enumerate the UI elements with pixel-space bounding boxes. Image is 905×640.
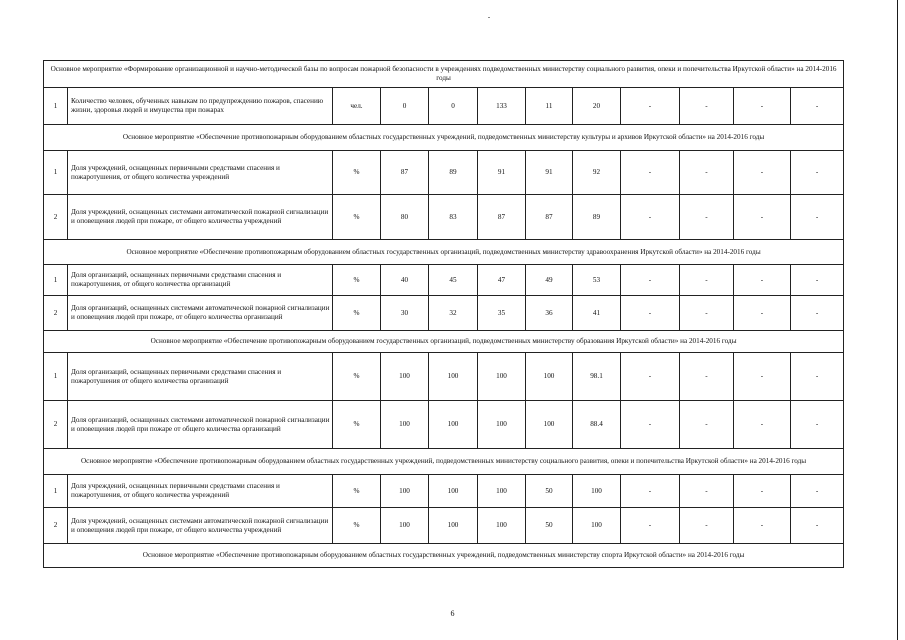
value-cell: 100 [573,475,621,508]
value-cell: 100 [429,401,478,449]
value-cell: 87 [526,195,573,240]
section-title: Основное мероприятие «Обеспечение противопожарным оборудованием областных государственных учреждений, подведомственных министерству спорта Иркутской области» на 2014-2016 годы [44,544,844,568]
unit-cell: % [333,151,381,195]
value-cell: 100 [478,508,526,544]
row-number: 1 [44,475,68,508]
indicator-name: Доля организаций, оснащенных системами автоматической пожарной сигнализации и оповещения людей при пожаре, от общего количества организаций [68,296,333,331]
indicator-row [44,296,844,331]
value-cell: 50 [526,508,573,544]
value-cell: 35 [478,296,526,331]
value-cell: - [734,265,791,296]
value-cell: 49 [526,265,573,296]
value-cell: 41 [573,296,621,331]
value-cell: 100 [429,475,478,508]
row-number: 2 [44,401,68,449]
value-cell: 100 [573,508,621,544]
indicator-row [44,151,844,195]
scan-speck [488,17,490,18]
indicator-name: Доля учреждений, оснащенных системами автоматической пожарной сигнализации и оповещения людей при пожаре, от общего количества учреждений [68,508,333,544]
value-cell: - [734,401,791,449]
indicator-row [44,88,844,125]
indicator-row [44,401,844,449]
value-cell: - [734,296,791,331]
value-cell: - [734,475,791,508]
row-number: 1 [44,88,68,125]
section-title: Основное мероприятие «Обеспечение противопожарным оборудованием областных государственных учреждений, подведомственных министерству социального развития, опеки и попечительства Иркутской области» на 2014-2016 годы [44,449,844,475]
value-cell: - [734,195,791,240]
value-cell: - [621,88,680,125]
value-cell: - [791,88,844,125]
value-cell: - [734,508,791,544]
value-cell: 100 [381,475,429,508]
unit-cell: % [333,508,381,544]
row-number: 2 [44,195,68,240]
value-cell: - [680,195,734,240]
value-cell: 30 [381,296,429,331]
value-cell: 88.4 [573,401,621,449]
value-cell: 45 [429,265,478,296]
value-cell: 89 [429,151,478,195]
value-cell: 32 [429,296,478,331]
value-cell: - [621,296,680,331]
value-cell: - [621,475,680,508]
indicator-row [44,353,844,401]
value-cell: 100 [429,353,478,401]
value-cell: - [621,401,680,449]
unit-cell: % [333,401,381,449]
value-cell: 0 [381,88,429,125]
value-cell: 47 [478,265,526,296]
value-cell: 80 [381,195,429,240]
row-number: 1 [44,353,68,401]
value-cell: 92 [573,151,621,195]
value-cell: 87 [381,151,429,195]
unit-cell: чел. [333,88,381,125]
value-cell: 100 [478,353,526,401]
value-cell: 53 [573,265,621,296]
value-cell: - [621,353,680,401]
section-title: Основное мероприятие «Формирование организационной и научно-методической базы по вопросам пожарной безопасности в учреждениях подведомственных министерству социального развития, опеки и попечительства Иркутской области» на 2014-2016 годы [44,61,844,88]
value-cell: - [791,265,844,296]
row-number: 2 [44,296,68,331]
section-title: Основное мероприятие «Обеспечение противопожарным оборудованием государственных организаций, подведомственных министерству образования Иркутской области» на 2014-2016 годы [44,331,844,353]
value-cell: - [791,296,844,331]
value-cell: - [621,195,680,240]
value-cell: 100 [526,353,573,401]
value-cell: 91 [478,151,526,195]
value-cell: 100 [478,401,526,449]
section-title: Основное мероприятие «Обеспечение противопожарным оборудованием областных государственных учреждений, подведомственных министерству культуры и архивов Иркутской области» на 2014-2016 годы [44,125,844,151]
unit-cell: % [333,195,381,240]
section-header-row [44,331,844,353]
unit-cell: % [333,353,381,401]
value-cell: - [791,508,844,544]
section-header-row [44,544,844,568]
page-number: 6 [450,609,455,618]
indicator-name: Количество человек, обученных навыкам по предупреждению пожаров, спасению жизни, здоровья людей и имущества при пожарах [68,88,333,125]
section-title: Основное мероприятие «Обеспечение противопожарным оборудованием областных государственных организаций, подведомственных министерству здравоохранения Иркутской области» на 2014-2016 годы [44,240,844,265]
unit-cell: % [333,296,381,331]
value-cell: 40 [381,265,429,296]
row-number: 1 [44,151,68,195]
value-cell: 100 [478,475,526,508]
value-cell: - [680,151,734,195]
value-cell: 100 [429,508,478,544]
value-cell: 50 [526,475,573,508]
section-header-row [44,125,844,151]
value-cell: - [734,151,791,195]
indicator-name: Доля организаций, оснащенных первичными средствами спасения и пожаротушения от общего количества организаций [68,353,333,401]
indicator-row [44,508,844,544]
table-body [44,61,844,568]
value-cell: - [680,475,734,508]
value-cell: 100 [526,401,573,449]
value-cell: 89 [573,195,621,240]
value-cell: - [791,475,844,508]
value-cell: 100 [381,401,429,449]
value-cell: 98.1 [573,353,621,401]
value-cell: - [791,353,844,401]
value-cell: - [680,508,734,544]
value-cell: 36 [526,296,573,331]
value-cell: - [680,88,734,125]
value-cell: - [734,353,791,401]
value-cell: 91 [526,151,573,195]
value-cell: 100 [381,508,429,544]
value-cell: 11 [526,88,573,125]
indicator-row [44,265,844,296]
row-number: 2 [44,508,68,544]
value-cell: - [621,151,680,195]
value-cell: - [734,88,791,125]
value-cell: - [791,401,844,449]
indicator-row [44,475,844,508]
value-cell: 100 [381,353,429,401]
unit-cell: % [333,265,381,296]
value-cell: 83 [429,195,478,240]
value-cell: - [680,265,734,296]
indicator-name: Доля учреждений, оснащенных системами автоматической пожарной сигнализации и оповещения людей при пожаре, от общего количества учреждений [68,195,333,240]
indicator-name: Доля учреждений, оснащенных первичными средствами спасения и пожаротушения, от общего количества учреждений [68,151,333,195]
indicator-name: Доля организаций, оснащенных первичными средствами спасения и пожаротушения, от общего количества организаций [68,265,333,296]
value-cell: 87 [478,195,526,240]
indicator-name: Доля организаций, оснащенных системами автоматической пожарной сигнализации и оповещения людей при пожаре от общего количества организаций [68,401,333,449]
indicator-row [44,195,844,240]
value-cell: - [680,353,734,401]
value-cell: - [621,265,680,296]
page-edge-line [897,0,898,640]
value-cell: - [791,151,844,195]
value-cell: 133 [478,88,526,125]
value-cell: 0 [429,88,478,125]
indicator-name: Доля учреждений, оснащенных первичными средствами спасения и пожаротушения, от общего количества учреждений [68,475,333,508]
section-header-row [44,61,844,88]
row-number: 1 [44,265,68,296]
value-cell: 20 [573,88,621,125]
value-cell: - [680,401,734,449]
section-header-row [44,240,844,265]
value-cell: - [680,296,734,331]
unit-cell: % [333,475,381,508]
section-header-row [44,449,844,475]
value-cell: - [621,508,680,544]
indicators-table [43,60,844,568]
value-cell: - [791,195,844,240]
